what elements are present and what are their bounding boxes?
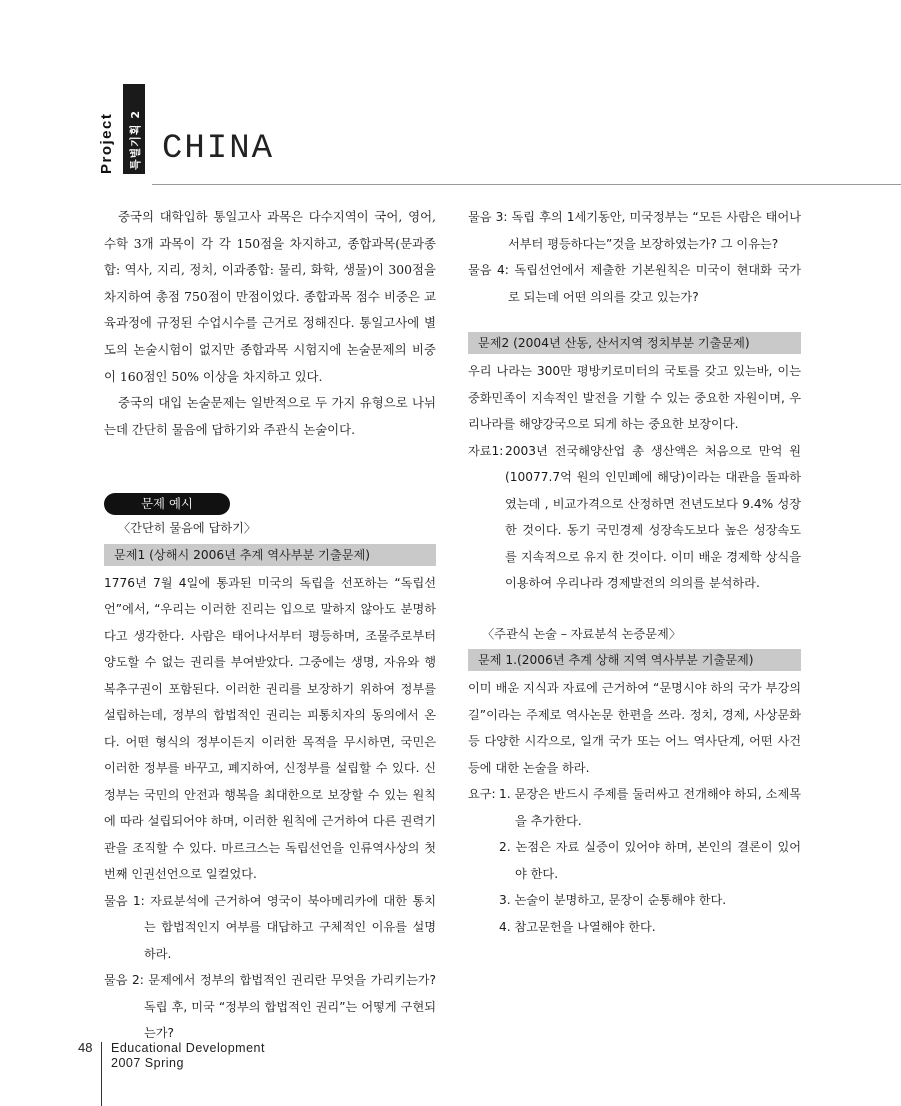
spacer [468,310,801,330]
problem3-body: 이미 배운 지식과 자료에 근거하여 “문명시야 하의 국가 부강의 길”이라는 주제로 역사논문 한편을 쓰라. 정치, 경제, 사상문화 등 다양한 시각으로, 일개 국가 또는 어느 역사단계, 어떤 사건 등에 대한 논술을 하라. [468,681,801,775]
problem2-heading: 문제2 (2004년 산동, 산서지역 정치부분 기출문제) [468,332,801,354]
spacer [468,597,801,621]
question-1: 물음 1: 자료분석에 근거하여 영국이 북아메리카에 대한 통치는 합법적인지 여부를 대답하고 구체적인 이유를 설명하라. [104,893,436,961]
requirement-text: 3. 논술이 분명하고, 문장이 순통해야 한다. [499,893,727,907]
question-3: 물음 3: 독립 후의 1세기동안, 미국정부는 “모든 사람은 태어나서부터 평등하다는”것을 보장하였는가? 그 이유는? [468,210,801,251]
problem2-body: 우리 나라는 300만 평방키로미터의 국토를 갖고 있는바, 이는 중화민족이 지속적인 발전을 기할 수 있는 중요한 자원이며, 우리나라를 해양강국으로 되게 하는 중요한 보장이다. [468,364,801,431]
publication-info [111,1041,265,1071]
requirements [468,781,801,940]
badge-text: 특별기획 2 [129,110,142,170]
short-answer-subheading: 〈간단히 물음에 답하기〉 [118,521,257,536]
intro-paragraph-2: 중국의 대입 논술문제는 일반적으로 두 가지 유형으로 나뉘는데 간단히 물음에 답하기와 주관식 논술이다. [104,395,436,437]
problem1-heading: 문제1 (상해시 2006년 추계 역사부분 기출문제) [104,544,436,566]
problem3-heading: 문제 1.(2006년 추계 상해 지역 역사부분 기출문제) [468,649,801,671]
example-problems-pill: 문제 예시 [104,493,230,515]
publication-name: Educational Development [111,1041,265,1055]
intro-paragraph-1: 중국의 대학입하 통일고사 과목은 다수지역이 국어, 영어, 수학 3개 과목이 각 각 150점을 차지하고, 종합과목(문과종합: 역사, 지리, 정치, 이과종합: 물리, 화학, 생물)이 300점을 차지하여 총점 750점이 만점이었다. 종합과목 점수 비중은 교육과정에 규정된 수업시수를 근거로 정해진다. 통일고사에 별도의 논술시험이 없지만 종합과목 시험지에 논술문제의 비중이 160점인 50% 이상을 차지하고 있다. [104,209,436,384]
question-2: 물음 2: 문제에서 정부의 합법적인 권리란 무엇을 가리키는가? 독립 후, 미국 “정부의 합법적인 권리”는 어떻게 구현되는가? [104,973,436,1041]
publication-issue: 2007 Spring [111,1056,184,1070]
footer-divider [101,1042,102,1106]
special-feature-badge [123,84,145,174]
requirement-item [468,834,801,887]
requirement-item [468,914,801,941]
requirement-item [468,887,801,914]
page-number: 48 [78,1040,93,1055]
material-1 [468,438,801,597]
page-footer [0,1040,901,1106]
essay-subheading: 〈주관식 논술 – 자료분석 논증문제〉 [482,626,682,641]
page-header [0,0,901,190]
question-4: 물음 4: 독립선언에서 제출한 기본원칙은 미국이 현대화 국가로 되는데 어떤 의의를 갖고 있는가? [468,263,801,304]
requirement-item [468,781,801,834]
requirements-label: 요구: [468,787,496,801]
problem1-body: 1776년 7월 4일에 통과된 미국의 독립을 선포하는 “독립선언”에서, “우리는 이러한 진리는 입으로 말하지 않아도 분명하다고 생각한다. 사람은 태어나서부터 평등하며, 조물주로부터 양도할 수 없는 권리를 부여받았다. 그중에는 생명, 자유와 행복추구권이 포함된다. 이러한 권리를 보장하기 위하여 정부를 설립하는데, 정부의 합법적인 권리는 피통치자의 동의에서 온다. 어떤 형식의 정부이든지 이러한 목적을 무시하면, 국민은 이러한 정부를 바꾸고, 폐지하여, 신정부를 설립할 수 있다. 신정부는 국민의 안전과 행복을 최대한으로 보장할 수 있는 원칙에 따라 설립되어야 하며, 이러한 원칙에 근거하여 다른 권력기관을 조직할 수 있다. 마르크스는 독립선언을 인류역사상의 첫 번째 인권선언으로 일컬었다. [104,575,436,882]
header-divider [152,184,901,185]
requirement-text: 1. 문장은 반드시 주제를 둘러싸고 전개해야 하되, 소제목을 추가한다. [499,787,801,828]
page-title: CHINA [162,130,275,168]
requirement-text: 4. 참고문헌을 나열해야 한다. [499,919,656,934]
section-label: Project [98,112,115,174]
material-label: 자료1: [468,443,504,458]
spacer [104,443,436,493]
requirement-text: 2. 논점은 자료 실증이 있어야 하며, 본인의 결론이 있어야 한다. [499,840,801,881]
right-column [468,204,801,940]
left-column [104,204,436,1047]
material-body: 2003년 전국해양산업 총 생산액은 처음으로 만억 원(10077.7억 원의 인민폐에 해당)이라는 대관을 돌파하였는데 , 비교가격으로 산정하면 전년도보다 9.4% 성장한 것이다. 동기 국민경제 성장속도보다 높은 성장속도를 지속적으로 유지 한 것이다. 이미 배운 경제학 상식을 이용하여 우리나라 경제발전의 의의를 분석하라. [505,443,801,590]
